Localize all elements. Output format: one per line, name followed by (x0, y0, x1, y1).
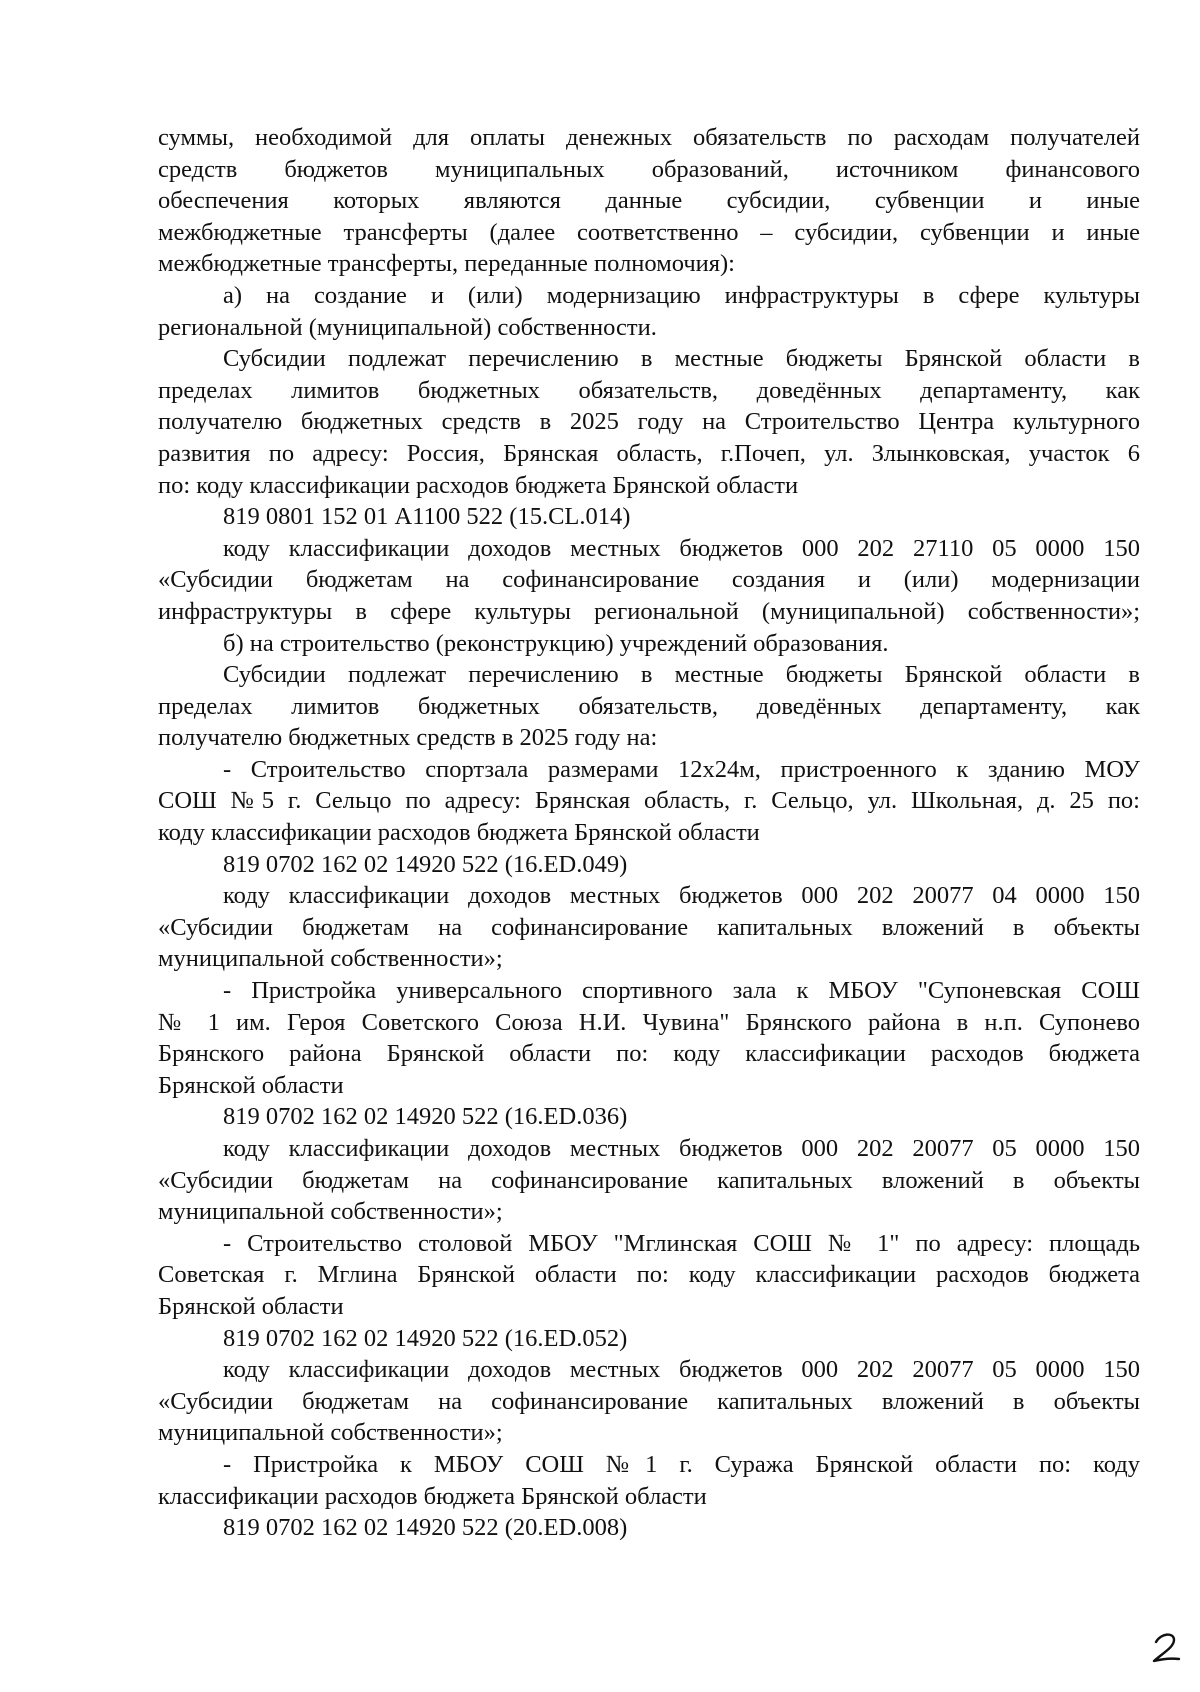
text-line: Брянского района Брянской области по: коду классификации расходов бюджета (158, 1040, 1140, 1068)
income-code-line: коду классификации доходов местных бюджетов 000 202 20077 05 0000 150 (223, 1356, 1140, 1384)
budget-code: 819 0702 162 02 14920 522 (20.ED.008) (223, 1514, 628, 1542)
list-item-dash: - Пристройка универсального спортивного зала к МБОУ "Супоневская СОШ (223, 977, 1140, 1005)
text-line: средств бюджетов муниципальных образований, источником финансового (158, 155, 1140, 183)
handwritten-page-number (1145, 1625, 1185, 1665)
income-code-line: коду классификации доходов местных бюджетов 000 202 20077 04 0000 150 (223, 882, 1140, 910)
text-line: «Субсидии бюджетам на софинансирование создания и (или) модернизации (158, 566, 1140, 594)
text-line: межбюджетные трансферты (далее соответственно – субсидии, субвенции и иные (158, 218, 1140, 246)
list-item-dash: - Пристройка к МБОУ СОШ №1 г. Суража Брянской области по: коду (223, 1450, 1140, 1478)
budget-code: 819 0702 162 02 14920 522 (16.ED.036) (223, 1103, 628, 1131)
text-line: «Субсидии бюджетам на софинансирование капитальных вложений в объекты (158, 913, 1140, 941)
text-line: муниципальной собственности»; (158, 1198, 503, 1226)
text-line: СОШ №5 г. Сельцо по адресу: Брянская область, г. Сельцо, ул. Школьная, д. 25 по: (158, 787, 1140, 815)
text-line: «Субсидии бюджетам на софинансирование капитальных вложений в объекты (158, 1387, 1140, 1415)
text-line: коду классификации расходов бюджета Брянской области (158, 819, 760, 847)
budget-code: 819 0702 162 02 14920 522 (16.ED.049) (223, 850, 628, 878)
list-item-dash: - Строительство спортзала размерами 12х24м, пристроенного к зданию МОУ (223, 755, 1140, 783)
text-line: Брянской области (158, 1292, 344, 1320)
list-item-dash: - Строительство столовой МБОУ "Мглинская СОШ № 1" по адресу: площадь (223, 1229, 1140, 1257)
text-line: Брянской области (158, 1071, 344, 1099)
text-line: межбюджетные трансферты, переданные полномочия): (158, 250, 735, 278)
text-line: «Субсидии бюджетам на софинансирование капитальных вложений в объекты (158, 1166, 1140, 1194)
text-line: обеспечения которых являются данные субсидии, субвенции и иные (158, 187, 1140, 215)
text-line: получателю бюджетных средств в 2025 году на Строительство Центра культурного (158, 408, 1140, 436)
document-body (158, 122, 1140, 1544)
list-item-b: б) на строительство (реконструкцию) учреждений образования. (223, 629, 889, 657)
text-line: суммы, необходимой для оплаты денежных обязательств по расходам получателей (158, 124, 1140, 151)
text-line: получателю бюджетных средств в 2025 году на: (158, 724, 658, 752)
income-code-line: коду классификации доходов местных бюджетов 000 202 27110 05 0000 150 (223, 534, 1140, 562)
text-line: пределах лимитов бюджетных обязательств, доведённых департаменту, как (158, 376, 1140, 404)
text-line: муниципальной собственности»; (158, 1419, 503, 1447)
income-code-line: коду классификации доходов местных бюджетов 000 202 20077 05 0000 150 (223, 1135, 1140, 1162)
budget-code: 819 0801 152 01 А1100 522 (15.CL.014) (223, 503, 631, 531)
paragraph-start: Субсидии подлежат перечислению в местные бюджеты Брянской области в (223, 661, 1140, 689)
paragraph-start: Субсидии подлежат перечислению в местные бюджеты Брянской области в (223, 345, 1140, 373)
text-line: региональной (муниципальной) собственности. (158, 313, 657, 341)
budget-code: 819 0702 162 02 14920 522 (16.ED.052) (223, 1324, 628, 1352)
text-line: муниципальной собственности»; (158, 945, 503, 973)
text-line: инфраструктуры в сфере культуры региональной (муниципальной) собственности»; (158, 597, 1140, 625)
text-line: Советская г. Мглина Брянской области по: коду классификации расходов бюджета (158, 1261, 1140, 1289)
text-line: развития по адресу: Россия, Брянская область, г.Почеп, ул. Злынковская, участок 6 (158, 439, 1140, 467)
text-line: пределах лимитов бюджетных обязательств, доведённых департаменту, как (158, 692, 1140, 720)
handwritten-page-number-stroke (1154, 1635, 1179, 1661)
text-line: классификации расходов бюджета Брянской области (158, 1482, 707, 1510)
text-line: по: коду классификации расходов бюджета Брянской области (158, 471, 799, 499)
list-item-a: а) на создание и (или) модернизацию инфраструктуры в сфере культуры (223, 281, 1140, 309)
text-line: № 1 им. Героя Советского Союза Н.И. Чувина" Брянского района в н.п. Супонево (158, 1008, 1140, 1036)
